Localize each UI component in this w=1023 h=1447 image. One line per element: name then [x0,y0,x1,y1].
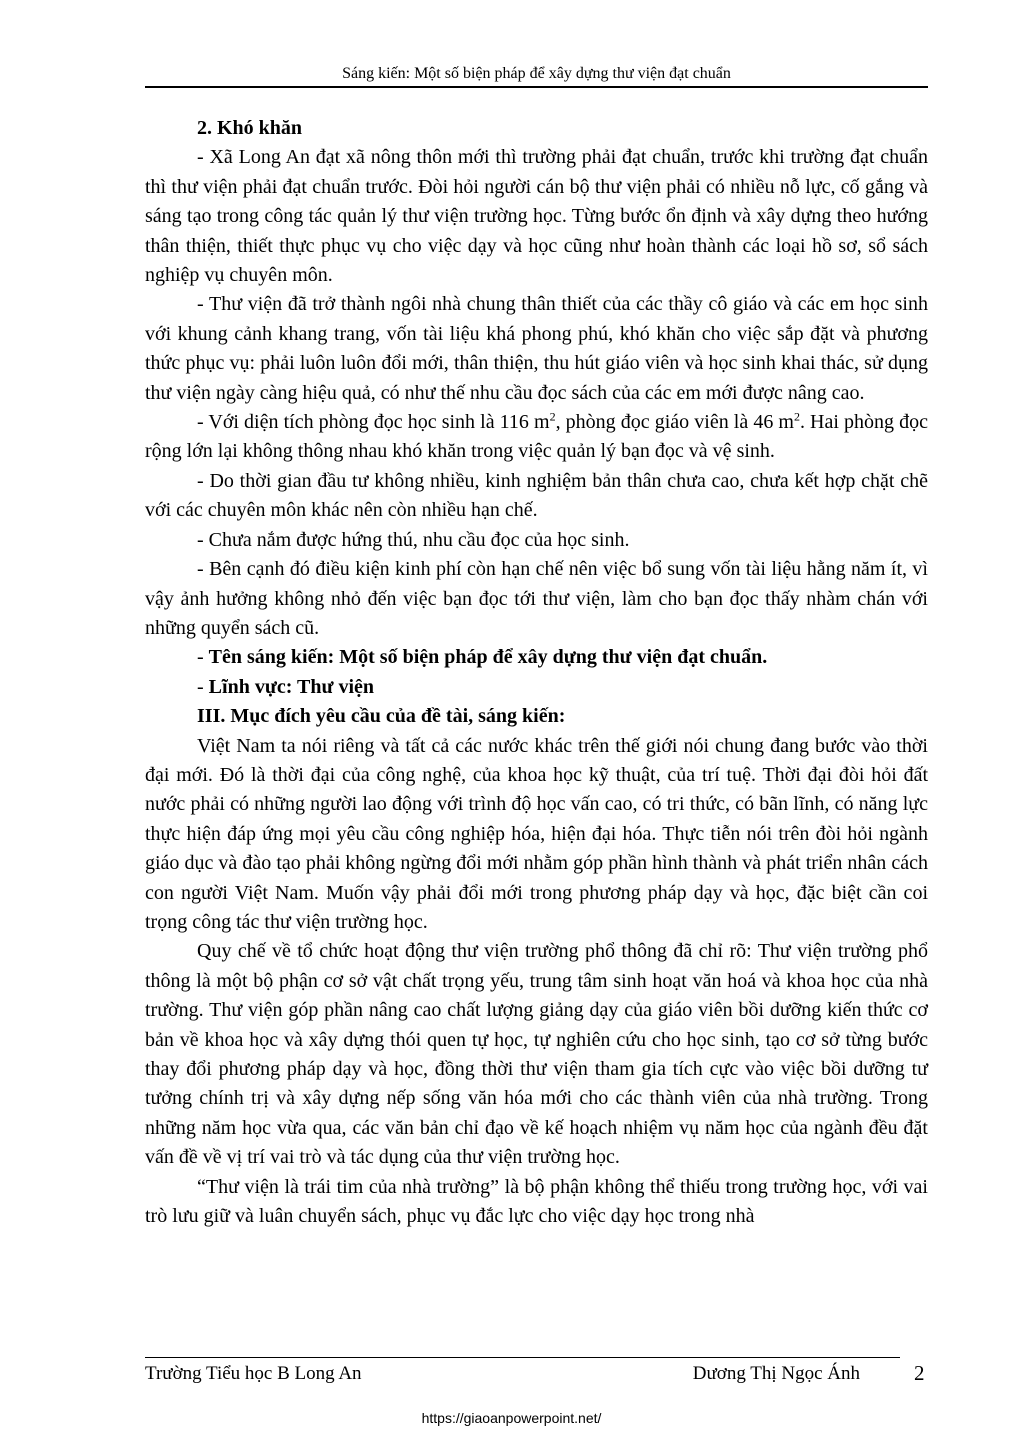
paragraph-3-part-a: - Với diện tích phòng đọc học sinh là 116 m [197,411,550,434]
paragraph-5: - Chưa nắm được hứng thú, nhu cầu đọc của học sinh. [197,528,630,551]
initiative-name: Tên sáng kiến: Một số biện pháp để xây dựng thư viện đạt chuẩn. [208,646,768,669]
initiative-name-dash: - [197,646,209,669]
footer-divider [145,1357,900,1358]
page-number: 2 [914,1361,925,1385]
page-header-title: Sáng kiến: Một số biện pháp để xây dựng thư viện đạt chuẩn [342,65,731,82]
superscript-1: 2 [549,409,556,424]
paragraph-3 [145,408,928,467]
paragraph-6: - Bên cạnh đó điều kiện kinh phí còn hạn chế nên việc bổ sung vốn tài liệu hằng năm ít, vì vậy ảnh hưởng không nhỏ đến việc bạn đọc tới thư viện, làm cho bạn đọc thấy nhàm chán với những quyển sách cũ. [145,558,928,639]
paragraph-1: - Xã Long An đạt xã nông thôn mới thì trường phải đạt chuẩn, trước khi trường đạt chuẩn thì thư viện phải đạt chuẩn trước. Đòi hỏi người cán bộ thư viện phải có nhiều nỗ lực, cố gắng và sáng tạo trong công tác quản lý thư viện trường học. Từng bước ổn định và xây dựng theo hướng thân thiện, thiết thực phục vụ cho việc dạy và học cũng như hoàn thành các loại hồ sơ, sổ sách nghiệp vụ chuyên môn. [145,146,928,287]
superscript-2: 2 [793,409,800,424]
section-heading-kho-khan: 2. Khó khăn [197,117,303,139]
field-line [145,673,928,702]
paragraph-4: - Do thời gian đầu tư không nhiều, kinh nghiệm bản thân chưa cao, chưa kết hợp chặt chẽ với các chuyên môn khác nên còn nhiều hạn chế. [145,469,928,522]
footer-author: Dương Thị Ngọc Ánh [692,1363,860,1384]
document-body [145,114,928,1231]
footer-school: Trường Tiểu học B Long An [145,1363,362,1384]
source-url[interactable]: https://giaoanpowerpoint.net/ [421,1410,602,1426]
section-heading-muc-dich: III. Mục đích yêu cầu của đề tài, sáng kiến: [197,705,566,728]
paragraph-9: Việt Nam ta nói riêng và tất cả các nước khác trên thế giới nói chung đang bước vào thời đại mới. Đó là thời đại của công nghệ, của khoa học kỹ thuật, của trí tuệ. Thời đại đòi hỏi đất nước phải có những người lao động với trình độ học vấn cao, có tri thức, có bãn lĩnh, có năng lực thực hiện đáp ứng mọi yêu cầu công nghiệp hóa, hiện đại hóa. Thực tiễn nói trên đòi hỏi ngành giáo dục và đào tạo phải không ngừng đổi mới nhằm góp phần hình thành và phát triển nhân cách con người Việt Nam. Muốn vậy phải đổi mới trong phương pháp dạy và học, đặc biệt cần coi trọng công tác thư viện trường học. [145,734,928,933]
initiative-name-line [145,643,928,672]
paragraph-3-part-c: . Hai phòng đọc rộng lớn lại không thông nhau khó khăn trong việc quản lý bạn đọc và vệ sinh. [145,411,929,463]
header-divider [145,86,928,88]
paragraph-10: Quy chế về tổ chức hoạt động thư viện trường phổ thông đã chỉ rõ: Thư viện trường phổ thông là một bộ phận cơ sở vật chất trọng yếu, trung tâm sinh hoạt văn hoá và khoa học của nhà trường. Thư viện góp phần nâng cao chất lượng giảng dạy của giáo viên bồi dưỡng kiến thức cơ bản về khoa học và xây dựng thói quen tự học, tự nghiên cứu cho học sinh, tạo cơ sở từng bước thay đổi phương pháp dạy và học, đồng thời thư viện tham gia tích cực vào việc bồi dưỡng tư tưởng chính trị và xây dựng nếp sống văn hóa mới cho các thành viên của nhà trường. Trong những năm học vừa qua, các văn bản chỉ đạo về kế hoạch nhiệm vụ năm học của ngành đều đặt vấn đề về vị trí vai trò và tác dụng của thư viện trường học. [145,940,928,1169]
paragraph-2: - Thư viện đã trở thành ngôi nhà chung thân thiết của các thầy cô giáo và các em học sinh với khung cảnh khang trang, vốn tài liệu khá phong phú, khó khăn cho việc sắp đặt và phương thức phục vụ: phải luôn luôn đổi mới, thân thiện, thu hút giáo viên và học sinh khai thác, sử dụng thư viện ngày càng hiệu quả, có như thế nhu cầu đọc sách của các em mới được nâng cao. [145,293,928,404]
field-dash: - [197,675,209,698]
paragraph-3-part-b: , phòng đọc giáo viên là 46 m [555,411,794,434]
paragraph-11: “Thư viện là trái tim của nhà trường” là bộ phận không thể thiếu trong trường học, với vai trò lưu giữ và luân chuyển sách, phục vụ đắc lực cho việc dạy học trong nhà [145,1175,928,1228]
field-name: Lĩnh vực: Thư viện [208,675,375,698]
